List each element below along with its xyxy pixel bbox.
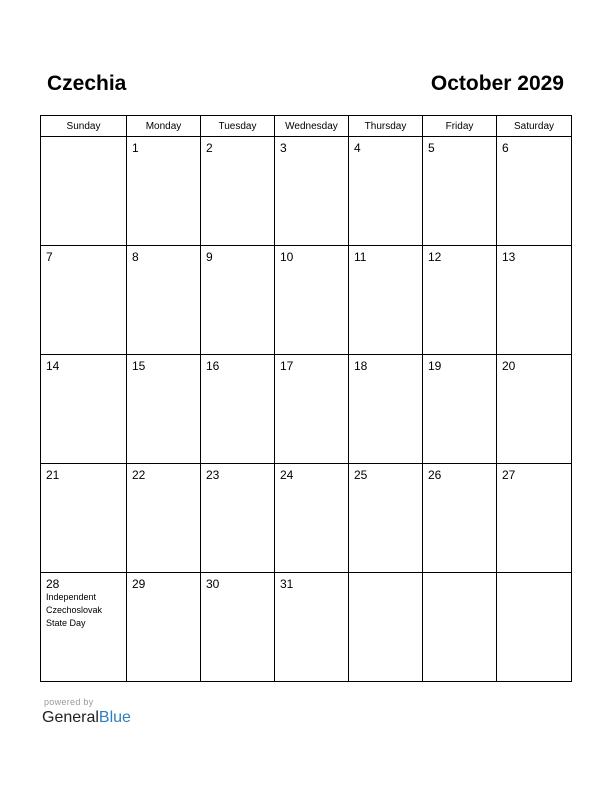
- day-cell: [127, 137, 201, 246]
- day-cell: [349, 573, 423, 682]
- weekday-header: Saturday: [497, 116, 572, 137]
- day-cell: [127, 464, 201, 573]
- week-row: [41, 573, 572, 682]
- brand-blue: Blue: [98, 709, 131, 726]
- day-number: 8: [132, 250, 139, 264]
- day-cell: [41, 246, 127, 355]
- day-number: 27: [502, 468, 516, 482]
- day-number: 21: [46, 468, 60, 482]
- day-cell: [349, 464, 423, 573]
- week-row: [41, 464, 572, 573]
- weekday-header: Sunday: [41, 116, 127, 137]
- powered-by-text: powered by: [44, 697, 94, 707]
- day-cell: [423, 137, 497, 246]
- day-number: 28: [46, 577, 60, 591]
- day-cell: [41, 355, 127, 464]
- day-number: 11: [354, 250, 367, 264]
- day-cell: [423, 246, 497, 355]
- day-cell: [497, 464, 572, 573]
- day-cell: [41, 573, 127, 682]
- day-cell: [497, 137, 572, 246]
- week-row: [41, 137, 572, 246]
- day-number: 16: [206, 359, 220, 373]
- day-cell: [423, 573, 497, 682]
- generalblue-logo[interactable]: [42, 709, 131, 727]
- day-cell: [275, 246, 349, 355]
- day-cell: [127, 573, 201, 682]
- day-number: 10: [280, 250, 294, 264]
- day-cell: [423, 464, 497, 573]
- day-number: 30: [206, 577, 220, 591]
- day-number: 12: [428, 250, 442, 264]
- day-number: 23: [206, 468, 220, 482]
- calendar-grid: [40, 115, 572, 682]
- day-cell: [201, 573, 275, 682]
- day-number: 19: [428, 359, 442, 373]
- day-number: 3: [280, 141, 287, 155]
- day-number: 15: [132, 359, 146, 373]
- day-number: 20: [502, 359, 516, 373]
- day-number: 7: [46, 250, 53, 264]
- day-cell: [497, 573, 572, 682]
- day-number: 9: [206, 250, 213, 264]
- day-number: 26: [428, 468, 442, 482]
- day-number: 13: [502, 250, 516, 264]
- weekday-header-row: [41, 116, 572, 137]
- day-number: 6: [502, 141, 509, 155]
- day-cell: [497, 355, 572, 464]
- day-cell: [423, 355, 497, 464]
- weekday-header: Thursday: [349, 116, 423, 137]
- day-number: 29: [132, 577, 146, 591]
- day-number: 25: [354, 468, 368, 482]
- day-cell: [41, 464, 127, 573]
- weekday-header: Friday: [423, 116, 497, 137]
- day-number: 18: [354, 359, 368, 373]
- day-number: 24: [280, 468, 294, 482]
- week-row: [41, 246, 572, 355]
- day-cell: [201, 464, 275, 573]
- day-cell: [201, 355, 275, 464]
- country-title: Czechia: [47, 72, 127, 95]
- day-cell: [127, 355, 201, 464]
- day-number: 14: [46, 359, 60, 373]
- day-cell: [201, 246, 275, 355]
- day-cell: [349, 246, 423, 355]
- day-cell: [497, 246, 572, 355]
- holiday-label: Independent Czechoslovak State Day: [46, 592, 103, 628]
- day-cell: [349, 137, 423, 246]
- day-number: 4: [354, 141, 361, 155]
- weekday-header: Wednesday: [275, 116, 349, 137]
- day-cell: [275, 573, 349, 682]
- day-cell: [201, 137, 275, 246]
- day-cell: [275, 464, 349, 573]
- day-cell: [41, 137, 127, 246]
- day-cell: [275, 355, 349, 464]
- day-number: 2: [206, 141, 213, 155]
- day-number: 22: [132, 468, 146, 482]
- month-year-title: October 2029: [430, 72, 564, 95]
- day-cell: [275, 137, 349, 246]
- day-number: 17: [280, 359, 294, 373]
- weekday-header: Monday: [127, 116, 201, 137]
- day-cell: [349, 355, 423, 464]
- day-number: 5: [428, 141, 435, 155]
- weekday-header: Tuesday: [201, 116, 275, 137]
- day-number: 31: [280, 577, 294, 591]
- day-cell: [127, 246, 201, 355]
- brand-general: General: [42, 709, 99, 726]
- day-number: 1: [132, 141, 139, 155]
- week-row: [41, 355, 572, 464]
